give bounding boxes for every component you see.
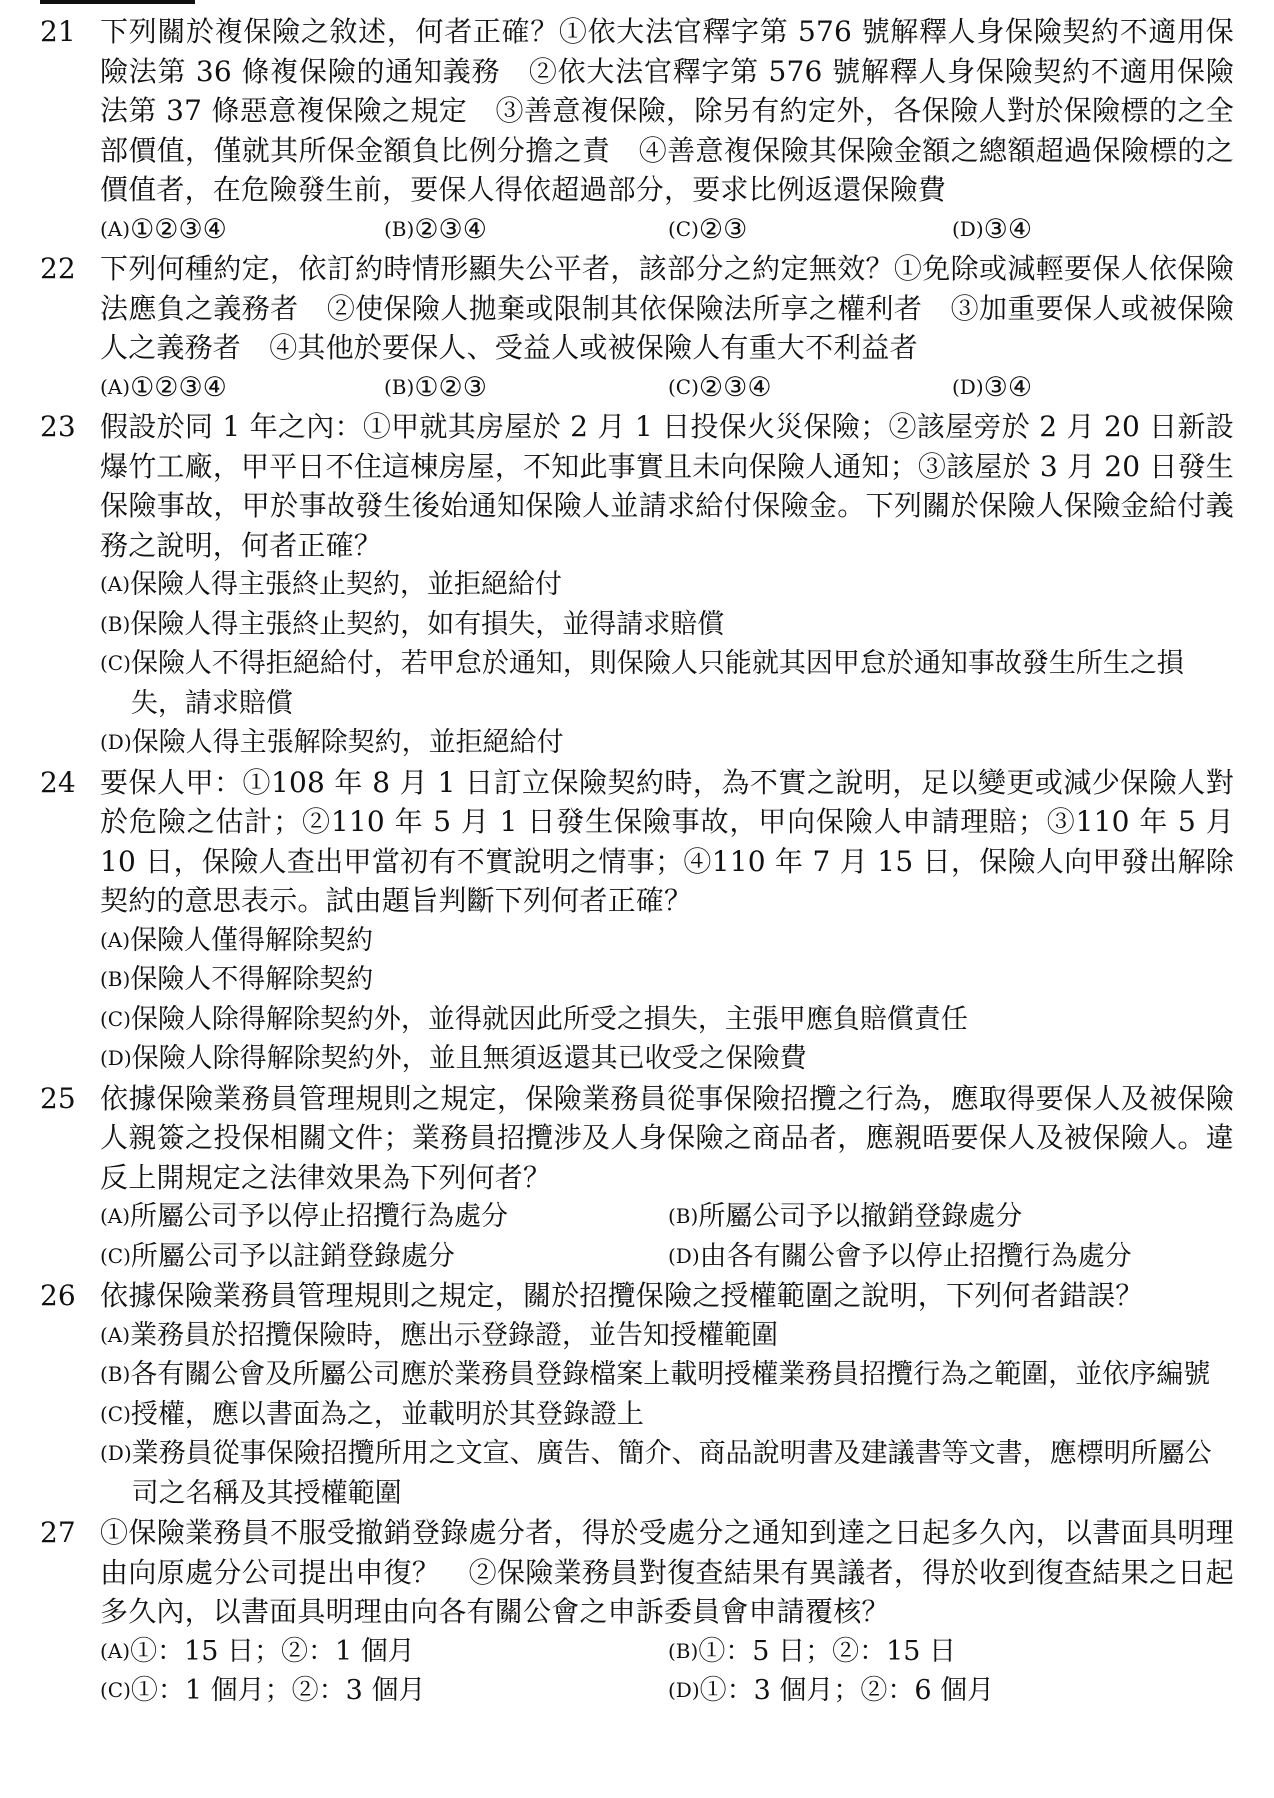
option-label: (A) xyxy=(100,1322,131,1347)
question-stem: 依據保險業務員管理規則之規定，關於招攬保險之授權範圍之說明，下列何者錯誤？ xyxy=(100,1279,1144,1312)
option-label: (C) xyxy=(100,1678,131,1702)
option-label: (D) xyxy=(100,1046,132,1070)
option-label: (B) xyxy=(384,374,415,399)
answer-option-d xyxy=(668,1671,1236,1711)
question-number: 22 xyxy=(40,252,76,285)
option-label: (B) xyxy=(100,1362,131,1386)
option-label: (A) xyxy=(100,1638,131,1663)
answer-options xyxy=(100,921,1234,1079)
answer-options xyxy=(100,1316,1234,1514)
answer-option-a xyxy=(100,921,1234,961)
option-text: ②③④ xyxy=(698,371,772,403)
option-text: ②③ xyxy=(698,213,748,245)
answer-option-a xyxy=(100,565,1234,605)
option-text: ①：3 個月；②：6 個月 xyxy=(699,1675,995,1706)
answer-option-b xyxy=(668,1632,1236,1672)
answer-options xyxy=(100,368,1234,408)
question-stem: 下列何種約定，依訂約時情形顯失公平者，該部分之約定無效？①免除或減輕要保人依保險法應負之義務者 ②使保險人拋棄或限制其依保險法所享之權利者 ③加重要保人或被保險人之義務者 ④其他於要保人、受益人或被保險人有重大不利益者 xyxy=(100,252,1234,364)
answer-options xyxy=(100,1197,1234,1276)
option-label: (A) xyxy=(100,374,131,399)
option-label: (A) xyxy=(100,572,131,596)
answer-option-c xyxy=(100,644,1234,723)
question-stem: 下列關於複保險之敘述，何者正確？①依大法官釋字第 576 號解釋人身保險契約不適用保險法第 36 條複保險的通知義務 ②依大法官釋字第 576 號解釋人身保險契約不適用保險法第 37 條惡意複保險之規定 ③善意複保險，除另有約定外，各保險人對於保險標的之全部價值，僅就其所保金額負比例分擔之責 ④善意複保險其保險金額之總額超過保險標的之價值者，在危險發生前，要保人得依超過部分，要求比例返還保險費 xyxy=(100,15,1234,206)
answer-option-d xyxy=(952,210,1236,250)
option-text: 授權，應以書面為之，並載明於其登錄證上 xyxy=(130,1398,644,1430)
question-22 xyxy=(38,249,1234,407)
answer-option-b xyxy=(100,960,1234,1000)
option-text: ②③④ xyxy=(414,213,487,245)
question-number: 26 xyxy=(40,1279,76,1312)
option-text: ③④ xyxy=(983,371,1033,403)
option-text: ①②③ xyxy=(414,371,487,403)
question-25 xyxy=(38,1079,1234,1277)
answer-option-a xyxy=(100,1632,668,1672)
question-list xyxy=(38,12,1234,1711)
top-rule xyxy=(40,0,195,4)
option-text: 業務員於招攬保險時，應出示登錄證，並告知授權範圍 xyxy=(130,1319,779,1351)
option-label: (C) xyxy=(100,1401,131,1426)
option-label: (C) xyxy=(100,651,131,675)
option-text: 保險人不得拒絕給付，若甲怠於通知，則保險人只能就其因甲怠於通知事故發生所生之損失，請求賠償 xyxy=(130,648,1184,719)
option-label: (C) xyxy=(668,216,699,241)
option-text: 所屬公司予以撤銷登錄處分 xyxy=(698,1201,1023,1232)
answer-option-a xyxy=(100,368,384,408)
option-label: (A) xyxy=(100,216,131,241)
option-label: (C) xyxy=(668,374,699,399)
option-label: (D) xyxy=(952,216,984,241)
option-label: (C) xyxy=(100,1243,131,1268)
option-label: (B) xyxy=(100,611,131,636)
question-26 xyxy=(38,1276,1234,1513)
option-label: (A) xyxy=(100,1204,131,1228)
answer-option-d xyxy=(100,723,1234,763)
answer-option-c xyxy=(100,1671,668,1711)
question-stem: 依據保險業務員管理規則之規定，保險業務員從事保險招攬之行為，應取得要保人及被保險人親簽之投保相關文件；業務員招攬涉及人身保險之商品者，應親晤要保人及被保險人。違反上開規定之法律效果為下列何者？ xyxy=(100,1081,1234,1194)
answer-option-b xyxy=(100,605,1234,645)
option-label: (B) xyxy=(668,1204,699,1228)
answer-option-d xyxy=(952,368,1236,408)
question-number: 21 xyxy=(40,15,76,48)
answer-option-d xyxy=(100,1039,1234,1079)
question-23 xyxy=(38,407,1234,763)
option-text: 保險人不得解除契約 xyxy=(130,964,374,995)
option-label: (D) xyxy=(952,374,984,399)
option-label: (D) xyxy=(668,1243,700,1268)
answer-option-a xyxy=(100,1197,668,1237)
option-text: 保險人僅得解除契約 xyxy=(130,924,374,956)
question-stem: ①保險業務員不服受撤銷登錄處分者，得於受處分之通知到達之日起多久內，以書面具明理由向原處分公司提出申復？ ②保險業務員對復查結果有異議者，得於收到復查結果之日起多久內，以書面具明理由向各有關公會之申訴委員會申請覆核？ xyxy=(100,1516,1234,1628)
answer-option-d xyxy=(668,1237,1236,1277)
option-label: (C) xyxy=(100,1006,131,1031)
option-text: 保險人得主張解除契約，並拒絕給付 xyxy=(131,727,564,758)
option-text: 保險人除得解除契約外，並且無須返還其已收受之保險費 xyxy=(131,1043,807,1074)
option-text: ①：5 日；②：15 日 xyxy=(698,1635,957,1667)
option-text: ①②③④ xyxy=(130,371,227,403)
option-text: ①：1 個月；②：3 個月 xyxy=(130,1675,426,1706)
question-stem: 假設於同 1 年之內：①甲就其房屋於 2 月 1 日投保火災保險；②該屋旁於 2 月 20 日新設爆竹工廠，甲平日不住這棟房屋，不知此事實且未向保險人通知；③該屋於 3 月 20 日發生保險事故，甲於事故發生後始通知保險人並請求給付保險金。下列關於保險人保險金給付義務之說明，何者正確？ xyxy=(100,410,1234,562)
answer-option-c xyxy=(668,210,952,250)
option-label: (B) xyxy=(384,216,415,241)
answer-options xyxy=(100,1632,1234,1711)
answer-option-a xyxy=(100,210,384,250)
answer-option-c xyxy=(100,1237,668,1277)
option-text: ③④ xyxy=(983,213,1033,245)
answer-option-c xyxy=(668,368,952,408)
option-label: (D) xyxy=(100,730,132,754)
option-text: 保險人除得解除契約外，並得就因此所受之損失，主張甲應負賠償責任 xyxy=(130,1003,968,1035)
answer-option-d xyxy=(100,1434,1234,1513)
question-number: 23 xyxy=(40,410,76,443)
question-number: 27 xyxy=(40,1516,76,1549)
answer-options xyxy=(100,210,1234,250)
answer-option-b xyxy=(384,368,668,408)
option-text: 所屬公司予以註銷登錄處分 xyxy=(130,1240,455,1272)
question-21 xyxy=(38,12,1234,249)
answer-option-b xyxy=(100,1355,1234,1395)
option-label: (A) xyxy=(100,927,131,952)
option-label: (B) xyxy=(100,967,131,991)
option-text: ①②③④ xyxy=(130,213,227,245)
option-label: (D) xyxy=(668,1678,700,1702)
question-24 xyxy=(38,763,1234,1079)
answer-option-b xyxy=(668,1197,1236,1237)
question-number: 24 xyxy=(40,765,76,799)
question-stem: 要保人甲：①108 年 8 月 1 日訂立保險契約時，為不實之說明，足以變更或減少保險人對於危險之估計；②110 年 5 月 1 日發生保險事故，甲向保險人申請理賠；③110 年 5 月 10 日，保險人查出甲當初有不實說明之情事；④110 年 7 月 15 日，保險人向甲發出解除契約的意思表示。試由題旨判斷下列何者正確？ xyxy=(100,765,1234,917)
option-label: (D) xyxy=(100,1441,132,1465)
option-text: ①：15 日；②：1 個月 xyxy=(130,1635,415,1667)
option-text: 所屬公司予以停止招攬行為處分 xyxy=(130,1201,509,1232)
answer-option-c xyxy=(100,1395,1234,1435)
option-text: 由各有關公會予以停止招攬行為處分 xyxy=(699,1240,1132,1272)
question-number: 25 xyxy=(40,1081,76,1115)
question-27 xyxy=(38,1513,1234,1711)
option-text: 各有關公會及所屬公司應於業務員登錄檔案上載明授權業務員招攬行為之範圍，並依序編號 xyxy=(130,1359,1211,1390)
option-text: 保險人得主張終止契約，如有損失，並得請求賠償 xyxy=(130,608,725,640)
answer-option-b xyxy=(384,210,668,250)
option-label: (B) xyxy=(668,1638,699,1663)
answer-option-c xyxy=(100,1000,1234,1040)
option-text: 保險人得主張終止契約，並拒絕給付 xyxy=(130,569,563,600)
answer-option-a xyxy=(100,1316,1234,1356)
option-text: 業務員從事保險招攬所用之文宣、廣告、簡介、商品說明書及建議書等文書，應標明所屬公司之名稱及其授權範圍 xyxy=(131,1438,1212,1509)
answer-options xyxy=(100,565,1234,763)
